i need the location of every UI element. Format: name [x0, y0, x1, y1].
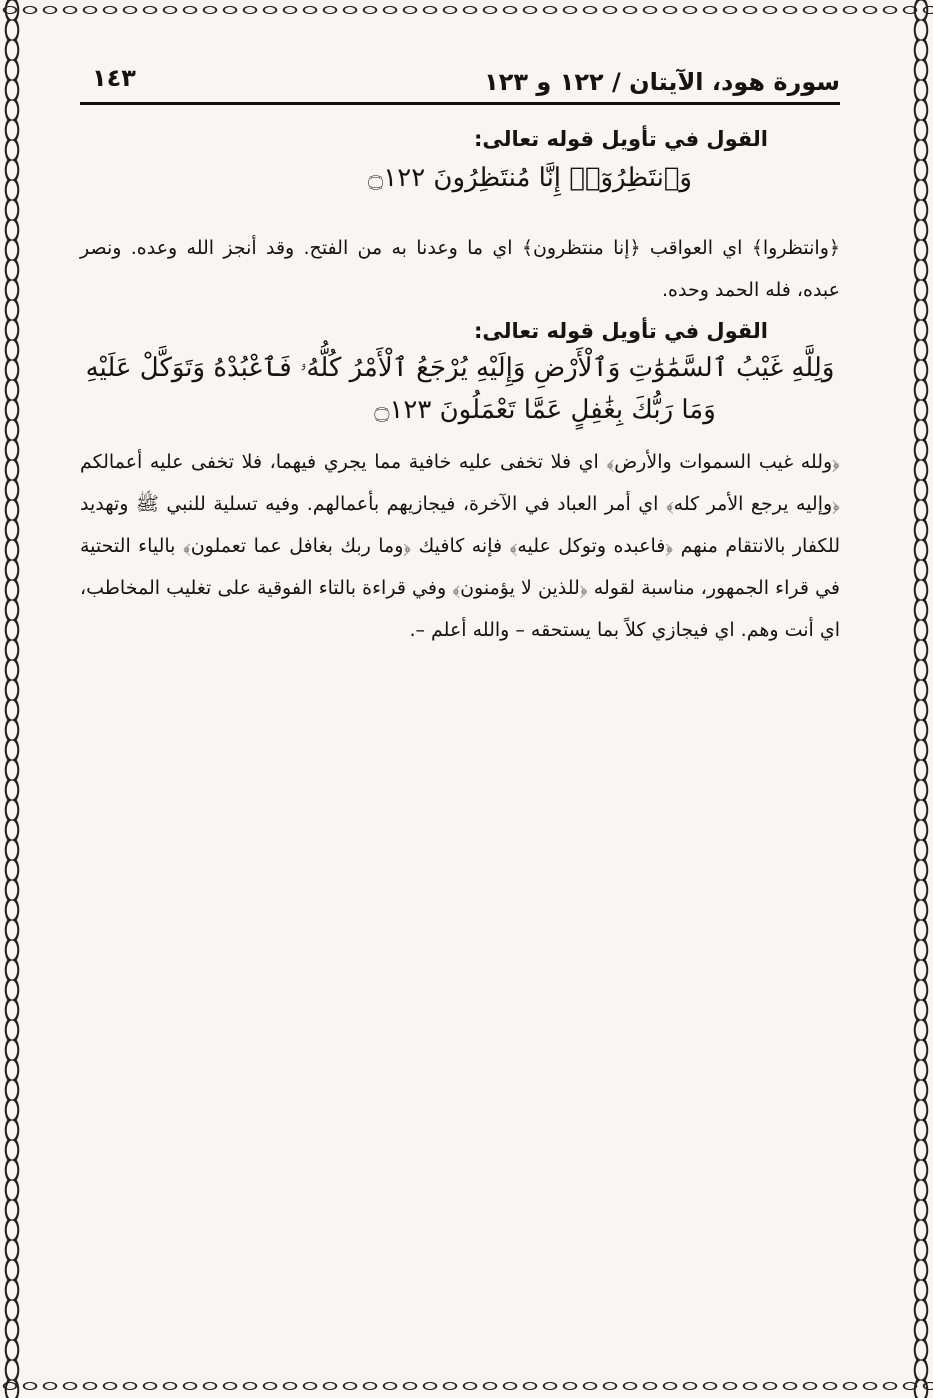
border-bottom [0, 1378, 933, 1394]
book-page [80, 60, 840, 651]
border-top [0, 2, 933, 18]
quran-verse-123-line-1: وَلِلَّهِ غَيْبُ ٱلسَّمَٰوَٰتِ وَٱلْأَرْضِ وَإِلَيْهِ يُرْجَعُ ٱلْأَمْرُ كُلُّهُۥ فَٱعْبُدْهُ وَتَوَكَّلْ عَلَيْهِ [85, 353, 835, 383]
commentary-paragraph-1: ﴿وانتظروا﴾ اي العواقب ﴿إنا منتظرون﴾ اي ما وعدنا به من الفتح. وقد أنجز الله وعده. ونصر عبده، فله الحمد وحده. [80, 237, 840, 301]
header-title: سورة هود، الآيتان / ١٢٢ و ١٢٣ [484, 68, 840, 96]
quran-verse-122: وَٱنتَظِرُوٓا۟ إِنَّا مُنتَظِرُونَ ۝١٢٢ [368, 163, 692, 193]
quran-verse-123-line-2: وَمَا رَبُّكَ بِغَٰفِلٍ عَمَّا تَعْمَلُونَ ۝١٢٣ [374, 395, 716, 425]
border-left [4, 0, 20, 1398]
section-heading-2: القول في تأويل قوله تعالى: [474, 319, 768, 343]
section-heading-1: القول في تأويل قوله تعالى: [474, 127, 768, 151]
page-number: ١٤٣ [92, 64, 136, 92]
commentary-paragraph-2: ﴿ولله غيب السموات والأرض﴾ اي فلا تخفى عليه خافية مما يجري فيهما، فلا تخفى عليه أعمالكم ﴿وإليه يرجع الأمر كله﴾ اي أمر العباد في الآخرة، فيجازيهم بأعمالهم. وفيه تسلية للنبي ﷺ وتهديد للكفار بالانتقام منهم ﴿فاعبده وتوكل عليه﴾ فإنه كافيك ﴿وما ربك بغافل عما تعملون﴾ بالياء التحتية في قراء الجمهور، مناسبة لقوله ﴿للذين لا يؤمنون﴾ وفي قراءة بالتاء الفوقية على تغليب المخاطب، اي أنت وهم. اي فيجازي كلاً بما يستحقه – والله أعلم –. [80, 451, 840, 641]
running-header [80, 60, 840, 105]
border-right [913, 0, 929, 1398]
